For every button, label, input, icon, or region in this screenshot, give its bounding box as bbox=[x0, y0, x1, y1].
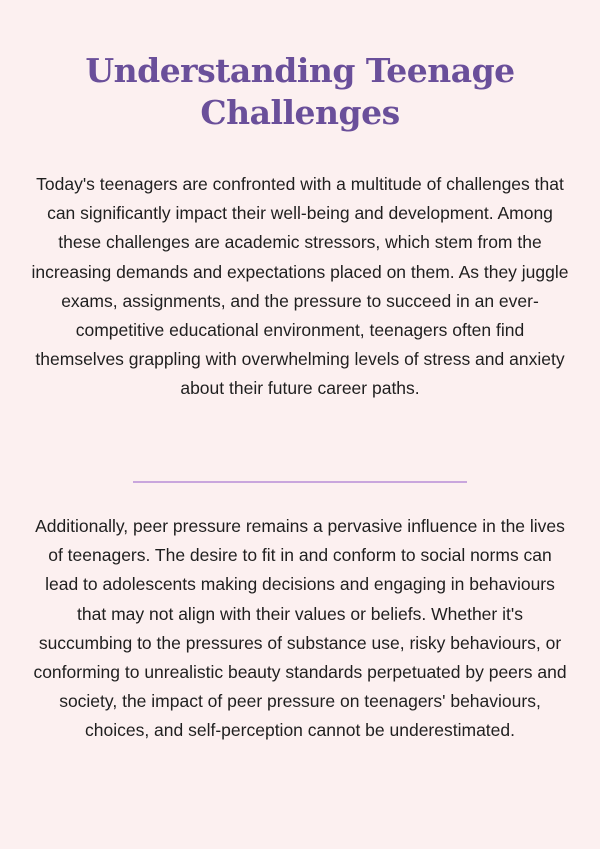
page-title: Understanding Teenage Challenges bbox=[85, 51, 515, 132]
paragraph-peer-pressure: Additionally, peer pressure remains a pervasive influence in the lives of teenagers. The desire to fit in and conform to social norms can lead to adolescents making decisions and engaging in behaviours that may not align with their values or beliefs. Whether it's succumbing to the pressures of substance use, risky behaviours, or conforming to unrealistic beauty standards perpetuated by peers and society, the impact of peer pressure on teenagers' behaviours, choices, and self-perception cannot be underestimated. bbox=[33, 516, 567, 741]
section-divider bbox=[133, 481, 467, 483]
paragraph-academic-stress: Today's teenagers are confronted with a multitude of challenges that can significantly impact their well-being and development. Among these challenges are academic stressors, which stem from the increasing demands and expectations placed on them. As they juggle exams, assignments, and the pressure to succeed in an ever-competitive educational environment, teenagers often find themselves grappling with overwhelming levels of stress and anxiety about their future career paths. bbox=[31, 174, 569, 399]
